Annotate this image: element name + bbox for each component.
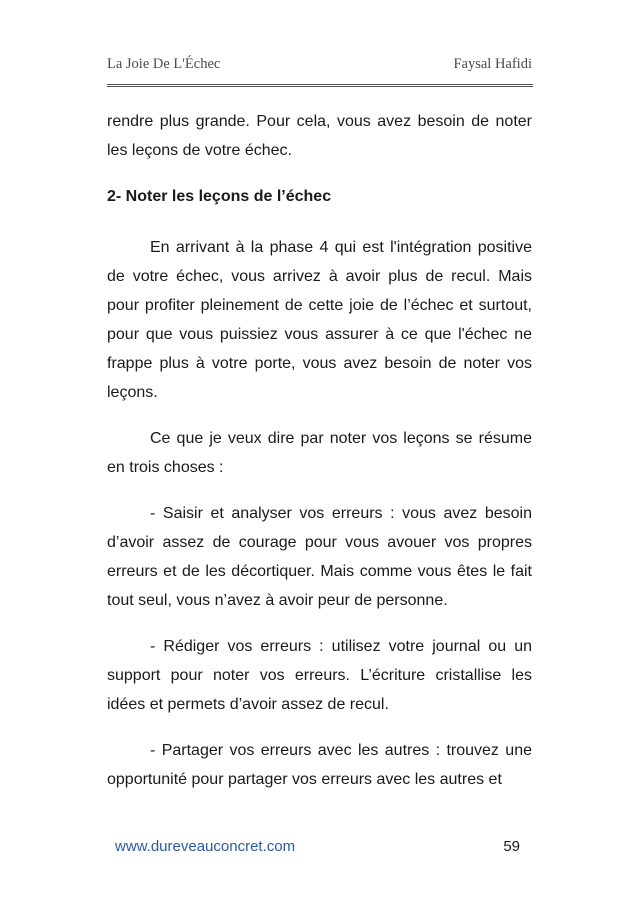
- list-paragraph: - Saisir et analyser vos erreurs : vous avez besoin d’avoir assez de courage pour vous avouer vos propres erreurs et de les décortiquer. Mais comme vous êtes le fait tout seul, vous n’avez à avoir peur de personne.: [107, 505, 532, 609]
- page-body: [107, 107, 532, 811]
- paragraph-continuation: rendre plus grande. Pour cela, vous avez besoin de noter les leçons de votre échec.: [107, 113, 532, 159]
- page-footer: [115, 838, 520, 858]
- list-paragraph: - Partager vos erreurs avec les autres : trouvez une opportunité pour partager vos erreurs avec les autres et: [107, 742, 532, 788]
- website-link[interactable]: www.dureveauconcret.com: [115, 838, 296, 855]
- paragraph: Ce que je veux dire par noter vos leçons se résume en trois choses :: [107, 430, 532, 476]
- paragraph: En arrivant à la phase 4 qui est l'intégration positive de votre échec, vous arrivez à avoir plus de recul. Mais pour profiter pleinement de cette joie de l’échec et surtout, pour que vous puissiez vous assurer à ce que l'échec ne frappe plus à votre porte, vous avez besoin de noter vos leçons.: [107, 239, 532, 401]
- header-divider: [107, 84, 533, 87]
- list-paragraph: - Rédiger vos erreurs : utilisez votre journal ou un support pour noter vos erreurs. L’écriture cristallise les idées et permets d’avoir assez de recul.: [107, 638, 532, 713]
- page-number: 59: [503, 838, 520, 855]
- section-heading: 2- Noter les leçons de l’échec: [107, 188, 332, 205]
- book-title: La Joie De L'Échec: [107, 56, 221, 72]
- running-header: [107, 56, 532, 78]
- author-name: Faysal Hafidi: [453, 56, 532, 72]
